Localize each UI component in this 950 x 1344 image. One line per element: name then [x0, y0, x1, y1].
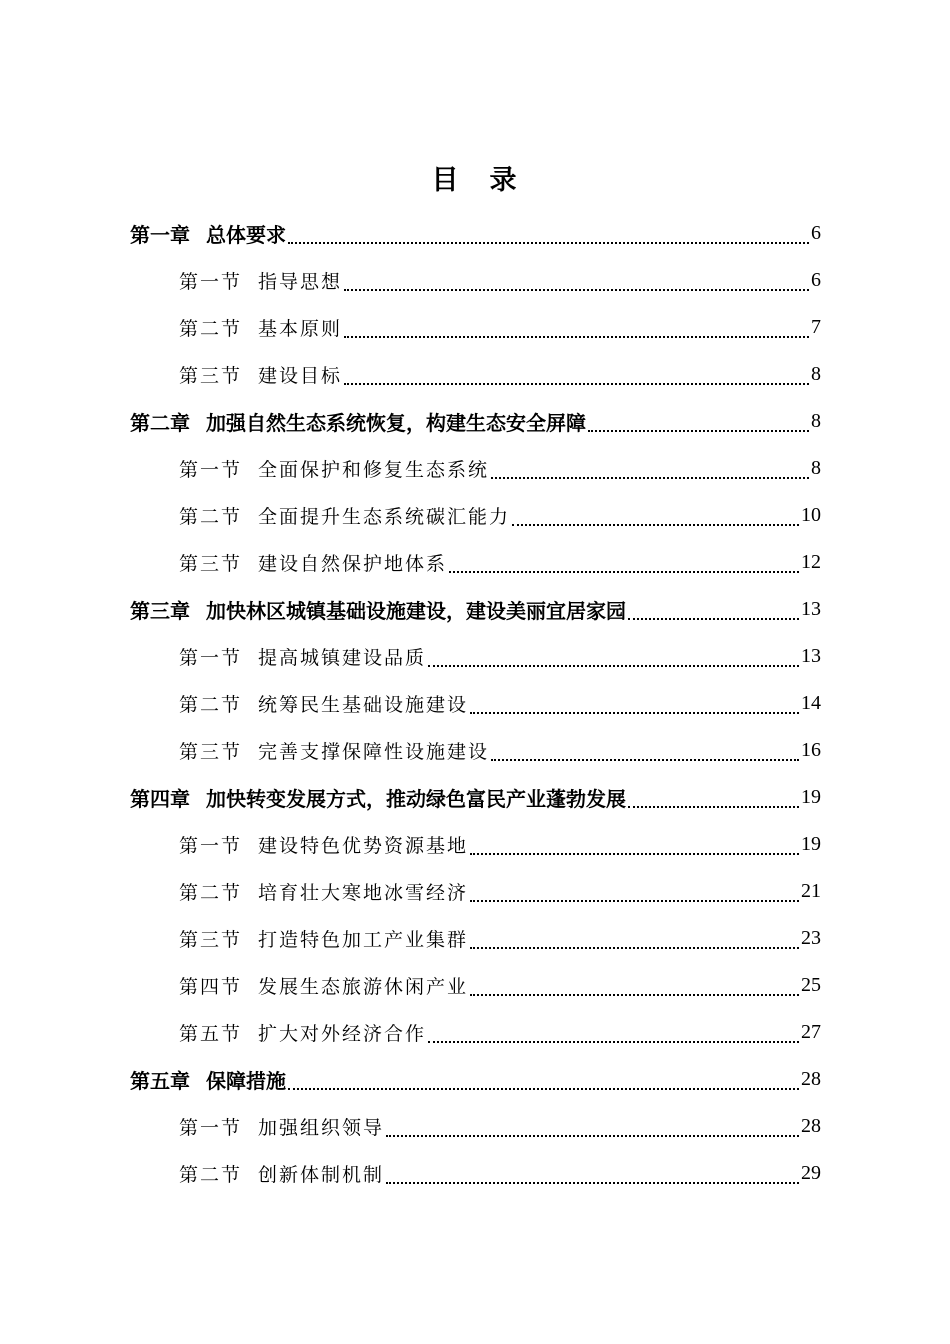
- toc-dot-leader: [344, 336, 809, 338]
- toc-page-number: 21: [801, 880, 821, 902]
- toc-entry-label: [130, 407, 586, 436]
- toc-page-number: 28: [801, 1068, 821, 1090]
- toc-entry-title: 发展生态旅游休闲产业: [258, 976, 469, 998]
- toc-dot-leader: [588, 430, 809, 432]
- toc-entry-title: 加快转变发展方式，推动绿色富民产业蓬勃发展: [206, 787, 626, 811]
- toc-section-entry[interactable]: [0, 445, 950, 492]
- toc-entry-label: [179, 502, 510, 529]
- toc-section-entry[interactable]: [0, 915, 950, 962]
- toc-entry-title: 完善支撑保障性设施建设: [258, 741, 490, 763]
- toc-list: [0, 210, 950, 1197]
- toc-page-number: 29: [801, 1162, 821, 1184]
- toc-dot-leader: [628, 806, 799, 808]
- toc-dot-leader: [344, 383, 809, 385]
- toc-dot-leader: [491, 477, 809, 479]
- toc-entry-title: 加强组织领导: [258, 1117, 385, 1139]
- toc-entry-label: [179, 878, 468, 905]
- toc-entry-number: 第四节: [179, 976, 243, 998]
- toc-entry-title: 培育壮大寒地冰雪经济: [258, 882, 469, 904]
- toc-page-number: 12: [801, 551, 821, 573]
- toc-entry-number: 第一节: [179, 835, 243, 857]
- toc-entry-label: [179, 267, 342, 294]
- toc-page-number: 28: [801, 1115, 821, 1137]
- toc-page-number: 23: [801, 927, 821, 949]
- toc-page-number: 19: [801, 786, 821, 808]
- toc-dot-leader: [386, 1182, 799, 1184]
- toc-entry-number: 第二节: [179, 882, 243, 904]
- toc-page-number: 6: [811, 222, 821, 244]
- toc-page-number: 8: [811, 457, 821, 479]
- toc-page-number: 13: [801, 645, 821, 667]
- toc-entry-title: 加快林区城镇基础设施建设，建设美丽宜居家园: [206, 599, 626, 623]
- toc-entry-label: [179, 1113, 384, 1140]
- toc-entry-label: [179, 361, 342, 388]
- toc-section-entry[interactable]: [0, 1009, 950, 1056]
- toc-entry-label: [179, 925, 468, 952]
- toc-chapter-entry[interactable]: [0, 398, 950, 445]
- toc-entry-number: 第二节: [179, 1164, 243, 1186]
- toc-entry-number: 第一节: [179, 271, 243, 293]
- toc-entry-title: 统筹民生基础设施建设: [258, 694, 469, 716]
- toc-entry-number: 第一节: [179, 1117, 243, 1139]
- toc-entry-number: 第三章: [130, 599, 190, 623]
- toc-entry-title: 建设特色优势资源基地: [258, 835, 469, 857]
- toc-dot-leader: [449, 571, 799, 573]
- toc-entry-label: [130, 783, 626, 812]
- toc-entry-label: [179, 643, 426, 670]
- toc-entry-title: 保障措施: [206, 1069, 286, 1093]
- toc-entry-number: 第二节: [179, 318, 243, 340]
- toc-dot-leader: [288, 242, 809, 244]
- toc-section-entry[interactable]: [0, 351, 950, 398]
- toc-entry-label: [179, 549, 447, 576]
- toc-chapter-entry[interactable]: [0, 586, 950, 633]
- toc-entry-number: 第一章: [130, 223, 190, 247]
- toc-page-number: 8: [811, 410, 821, 432]
- toc-dot-leader: [628, 618, 799, 620]
- toc-section-entry[interactable]: [0, 821, 950, 868]
- toc-entry-title: 全面保护和修复生态系统: [258, 459, 490, 481]
- toc-page-number: 10: [801, 504, 821, 526]
- toc-section-entry[interactable]: [0, 539, 950, 586]
- toc-section-entry[interactable]: [0, 1150, 950, 1197]
- toc-section-entry[interactable]: [0, 633, 950, 680]
- toc-dot-leader: [512, 524, 799, 526]
- toc-section-entry[interactable]: [0, 868, 950, 915]
- toc-entry-label: [179, 1019, 426, 1046]
- toc-dot-leader: [428, 665, 799, 667]
- toc-entry-label: [179, 737, 489, 764]
- toc-entry-label: [130, 1065, 286, 1094]
- toc-entry-label: [130, 219, 286, 248]
- toc-entry-number: 第一节: [179, 459, 243, 481]
- toc-page-number: 8: [811, 363, 821, 385]
- toc-page-number: 6: [811, 269, 821, 291]
- toc-dot-leader: [470, 853, 799, 855]
- toc-page-number: 27: [801, 1021, 821, 1043]
- toc-entry-number: 第五章: [130, 1069, 190, 1093]
- toc-entry-number: 第二节: [179, 506, 243, 528]
- toc-page-number: 7: [811, 316, 821, 338]
- toc-section-entry[interactable]: [0, 962, 950, 1009]
- toc-dot-leader: [470, 900, 799, 902]
- toc-entry-number: 第五节: [179, 1023, 243, 1045]
- toc-entry-title: 创新体制机制: [258, 1164, 385, 1186]
- toc-entry-label: [179, 455, 489, 482]
- toc-entry-title: 扩大对外经济合作: [258, 1023, 427, 1045]
- toc-entry-label: [179, 690, 468, 717]
- toc-dot-leader: [470, 947, 799, 949]
- toc-section-entry[interactable]: [0, 304, 950, 351]
- toc-page-number: 19: [801, 833, 821, 855]
- toc-page-number: 13: [801, 598, 821, 620]
- toc-dot-leader: [288, 1088, 799, 1090]
- toc-entry-title: 总体要求: [206, 223, 286, 247]
- toc-entry-number: 第三节: [179, 929, 243, 951]
- toc-dot-leader: [491, 759, 799, 761]
- toc-entry-label: [130, 595, 626, 624]
- toc-entry-title: 打造特色加工产业集群: [258, 929, 469, 951]
- toc-entry-label: [179, 314, 342, 341]
- toc-chapter-entry[interactable]: [0, 210, 950, 257]
- toc-entry-label: [179, 831, 468, 858]
- toc-entry-title: 基本原则: [258, 318, 343, 340]
- toc-section-entry[interactable]: [0, 1103, 950, 1150]
- toc-entry-number: 第四章: [130, 787, 190, 811]
- toc-entry-title: 全面提升生态系统碳汇能力: [258, 506, 511, 528]
- toc-dot-leader: [386, 1135, 799, 1137]
- toc-section-entry[interactable]: [0, 257, 950, 304]
- toc-entry-label: [179, 1160, 384, 1187]
- toc-entry-title: 建设自然保护地体系: [258, 553, 448, 575]
- toc-title: 目 录: [431, 165, 519, 196]
- toc-page-number: 14: [801, 692, 821, 714]
- toc-page-number: 25: [801, 974, 821, 996]
- toc-entry-number: 第二章: [130, 411, 190, 435]
- toc-entry-number: 第一节: [179, 647, 243, 669]
- toc-section-entry[interactable]: [0, 492, 950, 539]
- toc-entry-title: 指导思想: [258, 271, 343, 293]
- toc-entry-number: 第三节: [179, 553, 243, 575]
- toc-dot-leader: [344, 289, 809, 291]
- toc-chapter-entry[interactable]: [0, 774, 950, 821]
- toc-entry-title: 加强自然生态系统恢复，构建生态安全屏障: [206, 411, 586, 435]
- toc-dot-leader: [428, 1041, 799, 1043]
- toc-entry-number: 第三节: [179, 365, 243, 387]
- toc-entry-number: 第二节: [179, 694, 243, 716]
- toc-entry-number: 第三节: [179, 741, 243, 763]
- toc-entry-label: [179, 972, 468, 999]
- toc-entry-title: 提高城镇建设品质: [258, 647, 427, 669]
- toc-section-entry[interactable]: [0, 680, 950, 727]
- toc-dot-leader: [470, 994, 799, 996]
- toc-section-entry[interactable]: [0, 727, 950, 774]
- toc-dot-leader: [470, 712, 799, 714]
- toc-chapter-entry[interactable]: [0, 1056, 950, 1103]
- toc-page-number: 16: [801, 739, 821, 761]
- toc-entry-title: 建设目标: [258, 365, 343, 387]
